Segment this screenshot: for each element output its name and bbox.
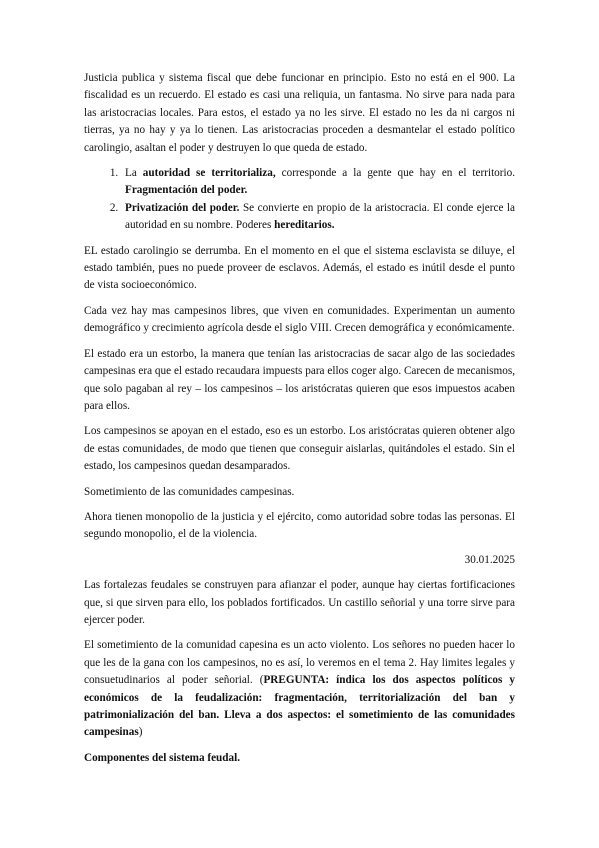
date-label: 30.01.2025 xyxy=(464,553,515,566)
list-item-bold: Fragmentación del poder. xyxy=(125,184,248,197)
list-item xyxy=(121,165,515,200)
paragraph-text: ) xyxy=(138,726,143,739)
numbered-list xyxy=(84,165,515,235)
section-heading: Componentes del sistema feudal. xyxy=(84,751,241,764)
paragraph-carolingian-collapse: EL estado carolingio se derrumba. En el momento en el que el sistema esclavista se diluye, el estado también, pues no puede proveer de esclavos. Además, el estado es inútil desde el punto de vista socioeconómico. xyxy=(84,244,515,292)
paragraph-monopoly: Ahora tienen monopolio de la justicia y el ejército, como autoridad sobre todas las personas. El segundo monopolio, el de la violencia. xyxy=(84,510,515,541)
paragraph-free-peasants: Cada vez hay mas campesinos libres, que viven en comunidades. Experimentan un aumento demográfico y crecimiento agrícola desde el siglo VIII. Crecen demográfica y económicamente. xyxy=(84,304,515,335)
paragraph-peasants-state: Los campesinos se apoyan en el estado, eso es un estorbo. Los aristócratas quieren obtener algo de estas comunidades, de modo que tienen que conseguir aislarlas, quitándoles el estado. Sin el estado, los campesinos quedan desamparados. xyxy=(84,425,515,473)
list-item-text: corresponde a la gente que hay en el territorio. xyxy=(275,167,515,180)
list-item-text: La xyxy=(125,167,143,180)
list-item-bold: hereditarios. xyxy=(274,219,335,232)
paragraph-subjugation: Sometimiento de las comunidades campesinas. xyxy=(84,485,295,498)
question-text: PREGUNTA: índica los dos aspectos políticos y económicos de la feudalización: fragmentación, territorialización del ban y patrimonialización del ban. Lleva a dos aspectos: el sometimiento de las comunidades campesinas xyxy=(84,674,515,739)
list-item xyxy=(121,200,515,235)
list-item-text: Se convierte en propio de la aristocracia. El conde ejerce la autoridad en su nombre. Poderes xyxy=(125,201,515,232)
paragraph-state-obstacle: El estado era un estorbo, la manera que tenían las aristocracias de sacar algo de las sociedades campesinas era que el estado recaudara impuests para ellos coger algo. Carecen de mecanismos, que solo pagaban al rey – los campesinos – los aristócratas quieren que esos impuestos acaben para ellos. xyxy=(84,347,515,412)
list-item-bold: autoridad se territorializa, xyxy=(142,167,276,180)
paragraph-text: El sometimiento de la comunidad capesina es un acto violento. Los señores no pueden hacer lo que les de la gana con los campesinos, no es así, lo veremos en el tema 2. Hay limites legales y consuetudinarios al poder señorial. ( xyxy=(84,639,515,687)
paragraph-intro: Justicia publica y sistema fiscal que debe funcionar en principio. Esto no está en el 900. La fiscalidad es un recuerdo. El estado es casi una reliquia, un fantasma. No sirve para nada para las aristocracias locales. Para estos, el estado ya no les sirve. El estado no les da ni cargos ni tierras, ya no hay y ya lo tienen. Las aristocracias proceden a desmantelar el estado político carolingio, asaltan el poder y destruyen lo que queda de estado. xyxy=(84,72,515,154)
paragraph-violence xyxy=(84,637,515,741)
list-item-bold: Privatización del poder. xyxy=(125,201,240,214)
paragraph-fortresses: Las fortalezas feudales se construyen para afianzar el poder, aunque hay ciertas fortificaciones que, si que sirven para ello, los poblados fortificados. Un castillo señorial y una torre sirve para ejercer poder. xyxy=(84,579,515,626)
